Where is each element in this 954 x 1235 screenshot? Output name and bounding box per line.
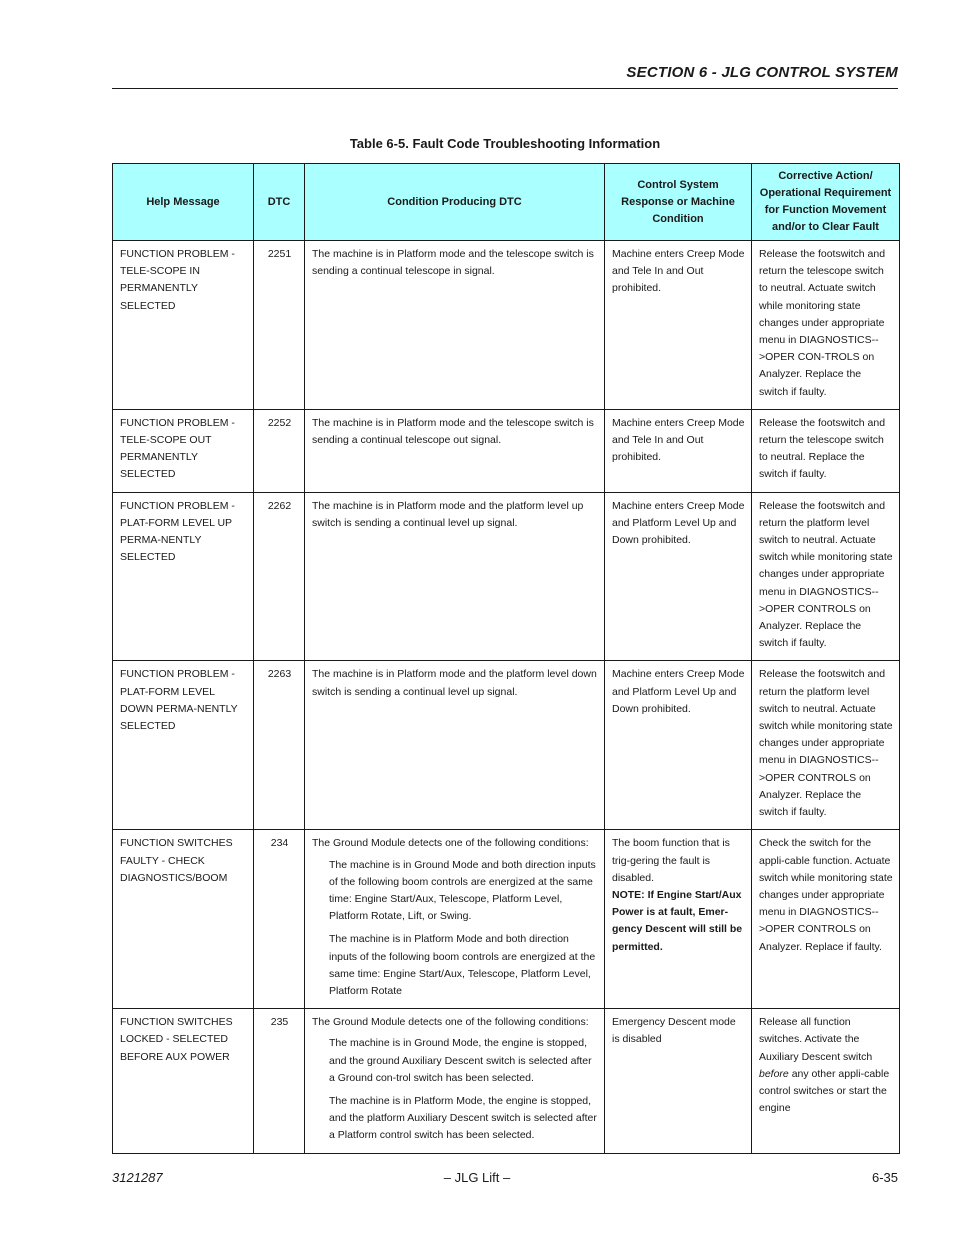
condition-intro: The Ground Module detects one of the following conditions:	[312, 837, 589, 850]
action-text-continued: any other appli-cable control switches or start the engine	[759, 1067, 890, 1115]
corrective-action-cell: Check the switch for the appli-cable function. Actuate switch while monitoring state changes under appropriate menu in DIAGNOSTICS-->OPER CONTROLS on Analyzer. Replace if faulty.	[752, 830, 900, 1009]
column-header-dtc: DTC	[254, 164, 305, 241]
response-cell: Machine enters Creep Mode and Platform Level Up and Down prohibited.	[605, 661, 752, 830]
section-title: SECTION 6 - JLG CONTROL SYSTEM	[626, 64, 898, 81]
help-message-cell: FUNCTION PROBLEM - PLAT-FORM LEVEL UP PERMA-NENTLY SELECTED	[113, 492, 254, 661]
table-row	[113, 241, 900, 410]
corrective-action-cell: Release the footswitch and return the platform level switch to neutral. Actuate switch while monitoring state changes under appropriate menu in DIAGNOSTICS-->OPER CONTROLS on Analyzer. Replace the switch if faulty.	[752, 661, 900, 830]
response-cell: Machine enters Creep Mode and Platform Level Up and Down prohibited.	[605, 492, 752, 661]
corrective-action-cell	[752, 1009, 900, 1153]
page-number: 6-35	[871, 1170, 898, 1185]
dtc-cell: 2252	[254, 409, 305, 492]
corrective-action-cell: Release the footswitch and return the platform level switch to neutral. Actuate switch while monitoring state changes under appropriate menu in DIAGNOSTICS-->OPER CONTROLS on Analyzer. Replace the switch if faulty.	[752, 492, 900, 661]
table-row	[113, 492, 900, 661]
condition-cell	[305, 1009, 605, 1153]
corrective-action-cell: Release the footswitch and return the telescope switch to neutral. Actuate switch while monitoring state changes under appropriate menu in DIAGNOSTICS-->OPER CON-TROLS on Analyzer. Replace the switch if faulty.	[752, 241, 900, 410]
condition-cell: The machine is in Platform mode and the telescope switch is sending a continual telescope out signal.	[305, 409, 605, 492]
dtc-cell: 2262	[254, 492, 305, 661]
action-text: Release all function switches. Activate the Auxiliary Descent switch	[759, 1016, 873, 1063]
table-row	[113, 830, 900, 1009]
response-text: The boom function that is trig-gering the fault is disabled.	[612, 837, 730, 884]
column-header-condition: Condition Producing DTC	[305, 164, 605, 241]
condition-cell: The machine is in Platform mode and the platform level up switch is sending a continual level up signal.	[305, 492, 605, 661]
condition-item: The machine is in Ground Mode, the engine is stopped, and the ground Auxiliary Descent switch is selected after a Ground con-trol switch has been selected.	[329, 1037, 592, 1084]
table-row	[113, 1009, 900, 1153]
column-header-response: Control System Response or Machine Condition	[605, 164, 752, 241]
response-cell: Machine enters Creep Mode and Tele In and Out prohibited.	[605, 241, 752, 410]
response-note: NOTE: If Engine Start/Aux Power is at fault, Emer-gency Descent will still be permitted.	[612, 888, 743, 953]
response-cell	[605, 830, 752, 1009]
condition-item: The machine is in Ground Mode and both direction inputs of the following boom controls are energized at the same time: Engine Start/Aux, Telescope, Platform Level, Platform Rotate, Lift, or Swing.	[329, 858, 596, 923]
condition-cell	[305, 830, 605, 1009]
condition-item: The machine is in Platform Mode, the engine is stopped, and the platform Auxiliary Descent switch is selected after a Platform control switch has been selected.	[329, 1094, 597, 1142]
table-caption: Table 6-5. Fault Code Troubleshooting Information	[349, 136, 661, 151]
help-message-cell: FUNCTION SWITCHES FAULTY - CHECK DIAGNOSTICS/BOOM	[113, 830, 254, 1009]
header-divider	[112, 88, 898, 89]
document-number: 3121287	[112, 1170, 163, 1185]
help-message-cell: FUNCTION SWITCHES LOCKED - SELECTED BEFORE AUX POWER	[113, 1009, 254, 1153]
column-header-help-message: Help Message	[113, 164, 254, 241]
table-row	[113, 661, 900, 830]
response-cell: Emergency Descent mode is disabled	[605, 1009, 752, 1153]
condition-item: The machine is in Platform Mode and both direction inputs of the following boom controls are energized at the same time: Engine Start/Aux, Telescope, Platform Level, Platform Rotate	[329, 933, 596, 997]
dtc-cell: 234	[254, 830, 305, 1009]
fault-code-table	[112, 163, 900, 1154]
help-message-cell: FUNCTION PROBLEM - TELE-SCOPE OUT PERMANENTLY SELECTED	[113, 409, 254, 492]
action-emphasis: before	[759, 1067, 789, 1080]
dtc-cell: 2263	[254, 661, 305, 830]
table-header-row	[113, 164, 900, 241]
corrective-action-cell: Release the footswitch and return the telescope switch to neutral. Replace the switch if faulty.	[752, 409, 900, 492]
condition-cell: The machine is in Platform mode and the telescope switch is sending a continual telescope in signal.	[305, 241, 605, 410]
column-header-corrective-action: Corrective Action/ Operational Requirement for Function Movement and/or to Clear Fault	[752, 164, 900, 241]
footer-publisher: – JLG Lift –	[443, 1170, 511, 1185]
response-cell: Machine enters Creep Mode and Tele In and Out prohibited.	[605, 409, 752, 492]
condition-cell: The machine is in Platform mode and the platform level down switch is sending a continual level up signal.	[305, 661, 605, 830]
dtc-cell: 2251	[254, 241, 305, 410]
dtc-cell: 235	[254, 1009, 305, 1153]
help-message-cell: FUNCTION PROBLEM - PLAT-FORM LEVEL DOWN PERMA-NENTLY SELECTED	[113, 661, 254, 830]
table-row	[113, 409, 900, 492]
help-message-cell: FUNCTION PROBLEM - TELE-SCOPE IN PERMANENTLY SELECTED	[113, 241, 254, 410]
condition-intro: The Ground Module detects one of the following conditions:	[312, 1016, 589, 1029]
